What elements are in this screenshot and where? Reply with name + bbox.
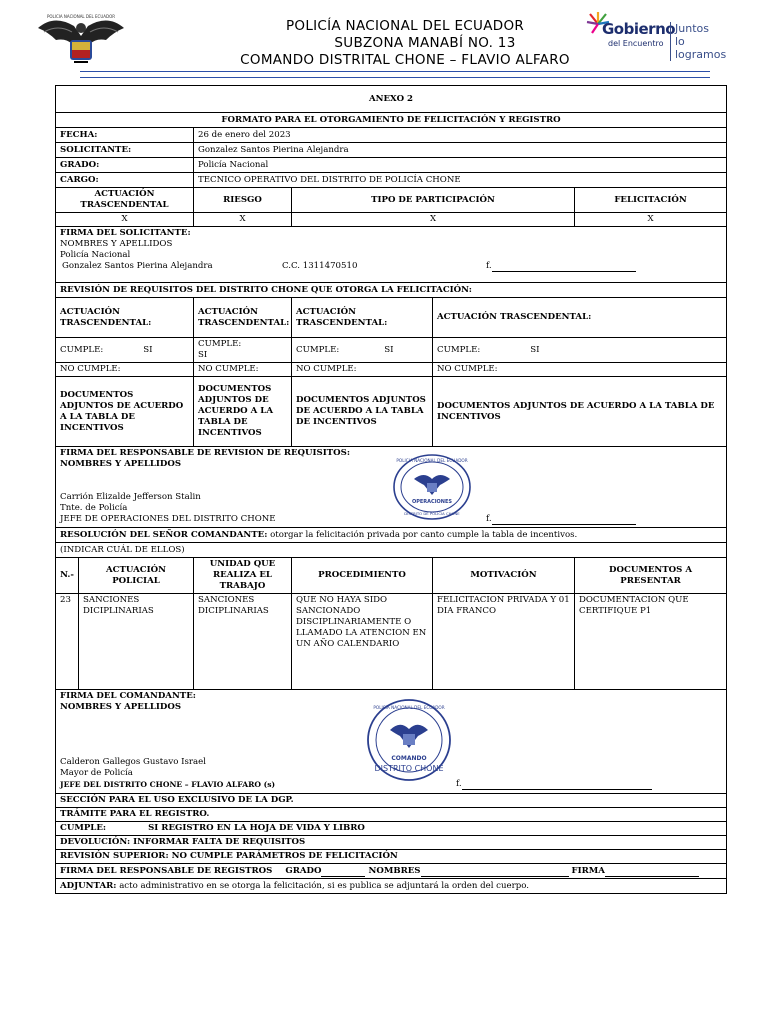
responsable-nombre: Carrión Elizalde Jefferson Stalin [60, 492, 201, 502]
res-header-n: N.- [56, 558, 79, 594]
req-header-1: ACTUACIÓN TRASCENDENTAL: [56, 298, 194, 338]
grado-label: GRADO: [56, 158, 194, 173]
seal1-top-text: POLICIA NACIONAL DEL ECUADOR [396, 458, 468, 463]
mark-actuacion: X [56, 213, 194, 227]
grado-value: Policía Nacional [194, 158, 727, 173]
res-header-actuacion: ACTUACIÓN POLICIAL [79, 558, 194, 594]
solicitante-nombre: Gonzalez Santos Pierina Alejandra [62, 261, 213, 271]
firma-responsable-label: FIRMA DEL RESPONSABLE DE REVISION DE REQUISITOS: [60, 448, 351, 458]
res-header-unidad: UNIDAD QUE REALIZA EL TRABAJO [194, 558, 292, 594]
operaciones-seal [392, 453, 472, 521]
f-label: f. [486, 261, 492, 271]
res-cell-n: 23 [56, 594, 79, 690]
devolucion-row: DEVOLUCIÓN: INFORMAR FALTA DE REQUISITOS [56, 836, 727, 850]
mark-riesgo: X [194, 213, 292, 227]
cumple-label: CUMPLE: [198, 339, 242, 349]
si-value: SI [384, 344, 394, 355]
no-cumple-1: NO CUMPLE: [56, 363, 194, 377]
revision-title: REVISIÓN DE REQUISITOS DEL DISTRITO CHONE QUE OTORGA LA FELICITACIÓN: [56, 283, 727, 298]
cumple-cell-1 [56, 338, 194, 363]
comandante-firma [456, 779, 652, 790]
res-cell-unidad: SANCIONES DICIPLINARIAS [194, 594, 292, 690]
cargo-value: TECNICO OPERATIVO DEL DISTRITO DE POLICÍA CHONE [194, 173, 727, 188]
firma-comandante-block [56, 690, 727, 794]
nombres-label: NOMBRES Y APELLIDOS [60, 702, 182, 712]
anexo-title: ANEXO 2 [56, 86, 727, 113]
seccion-dgp: SECCIÓN PARA EL USO EXCLUSIVO DE LA DGP. [56, 794, 727, 808]
docs-2: DOCUMENTOS ADJUNTOS DE ACUERDO A LA TABLA DE INCENTIVOS [194, 377, 292, 447]
responsable-grado: Tnte. de Policía [60, 503, 128, 513]
fecha-value: 26 de enero del 2023 [194, 128, 727, 143]
no-cumple-3: NO CUMPLE: [292, 363, 433, 377]
police-eagle-logo [34, 10, 128, 70]
nombres-label: NOMBRES Y APELLIDOS [60, 459, 182, 469]
solicitante-value: Gonzalez Santos Pierina Alejandra [194, 143, 727, 158]
si-value: SI [530, 344, 540, 355]
col-tipo-participacion: TIPO DE PARTICIPACIÓN [292, 188, 575, 213]
cumple-label: CUMPLE: [437, 344, 481, 355]
header-rule [80, 71, 710, 72]
docs-3: DOCUMENTOS ADJUNTOS DE ACUERDO A LA TABLA DE INCENTIVOS [292, 377, 433, 447]
resolucion-row [56, 528, 727, 543]
firma-registros-label: FIRMA DEL RESPONSABLE DE REGISTROS [60, 865, 273, 876]
solicitante-sign-line [60, 261, 722, 273]
res-cell-actuacion: SANCIONES DICIPLINARIAS [79, 594, 194, 690]
solicitante-label: SOLICITANTE: [56, 143, 194, 158]
resolucion-label: RESOLUCIÓN DEL SEÑOR COMANDANTE: [60, 529, 268, 540]
cumple-registro-row [56, 822, 727, 836]
firma-solicitante-label: FIRMA DEL SOLICITANTE: [60, 228, 191, 238]
f-label: f. [456, 779, 462, 789]
comandante-cargo: JEFE DEL DISTRITO CHONE – FLAVIO ALFARO (s) [60, 780, 276, 789]
solicitante-grado: Policía Nacional [60, 250, 131, 260]
indicar-cual: (INDICAR CUÁL DE ELLOS) [56, 543, 727, 558]
revision-superior-row: REVISIÓN SUPERIOR: NO CUMPLE PARÁMETROS DE FELICITACIÓN [56, 850, 727, 864]
firma-solicitante-block [56, 227, 727, 283]
adjuntar-text: acto administrativo en se otorga la felicitación, si es publica se adjuntará la orden del cuerpo. [119, 880, 529, 891]
req-header-3: ACTUACIÓN TRASCENDENTAL: [292, 298, 433, 338]
header-rule-thin [80, 77, 710, 78]
si-value: SI [143, 344, 153, 355]
juntos-line-2: lo logramos [675, 35, 727, 61]
col-felicitacion: FELICITACIÓN [575, 188, 727, 213]
req-header-4: ACTUACIÓN TRASCENDENTAL: [433, 298, 727, 338]
responsable-firma [486, 514, 636, 525]
adjuntar-label: ADJUNTAR: [60, 880, 117, 891]
cumple-cell-2 [194, 338, 292, 363]
seal2-bottom-text: DISTRITO CHONE [374, 764, 444, 773]
seal2-top-text: POLICIA NACIONAL DEL ECUADOR [373, 705, 445, 710]
comandante-grado: Mayor de Policía [60, 768, 133, 778]
fecha-label: FECHA: [56, 128, 194, 143]
firma-blank-label: FIRMA [571, 865, 605, 876]
cumple-label: CUMPLE: [60, 344, 104, 355]
res-cell-procedimiento: QUE NO HAYA SIDO SANCIONADO DISCIPLINARIAMENTE O LLAMADO LA ATENCION EN UN AÑO CALENDARIO [292, 594, 433, 690]
cumple-cell-4 [433, 338, 727, 363]
solicitante-firma [486, 261, 636, 272]
cumple-cell-3 [292, 338, 433, 363]
cumple-registro-label: CUMPLE: [60, 823, 107, 833]
docs-1: DOCUMENTOS ADJUNTOS DE ACUERDO A LA TABLA DE INCENTIVOS [56, 377, 194, 447]
f-label: f. [486, 514, 492, 524]
tramite-registro: TRÁMITE PARA EL REGISTRO. [56, 808, 727, 822]
gobierno-sub: del Encuentro [608, 39, 664, 48]
header-line-3: COMANDO DISTRITAL CHONE – FLAVIO ALFARO [240, 52, 570, 68]
comandante-nombre: Calderon Gallegos Gustavo Israel [60, 757, 206, 767]
responsable-cargo: JEFE DE OPERACIONES DEL DISTRITO CHONE [60, 514, 276, 524]
col-riesgo: RIESGO [194, 188, 292, 213]
grado-blank-label: GRADO [285, 865, 322, 876]
mark-tipo: X [292, 213, 575, 227]
adjuntar-row [56, 879, 727, 894]
res-header-documentos: DOCUMENTOS A PRESENTAR [575, 558, 727, 594]
req-header-2: ACTUACIÓN TRASCENDENTAL: [194, 298, 292, 338]
cargo-label: CARGO: [56, 173, 194, 188]
col-actuacion: ACTUACIÓN TRASCENDENTAL [56, 188, 194, 213]
gobierno-logo [586, 10, 736, 60]
firma-responsable-block [56, 447, 727, 528]
form-table [55, 85, 727, 894]
si-value: SI [198, 350, 208, 360]
nombres-label: NOMBRES Y APELLIDOS [60, 239, 173, 249]
header-line-2: SUBZONA MANABÍ NO. 13 [334, 35, 516, 51]
gobierno-main: Gobierno [602, 20, 676, 38]
juntos-slogan [670, 22, 736, 61]
felicitacion-form [55, 85, 726, 894]
header-line-1: POLICÍA NACIONAL DEL ECUADOR [285, 18, 525, 34]
firma-registros-row [56, 864, 727, 879]
res-cell-motivacion: FELICITACION PRIVADA Y 01 DIA FRANCO [433, 594, 575, 690]
juntos-line-1: Juntos [675, 22, 709, 35]
comando-seal [366, 698, 452, 782]
cumple-registro-value: SI REGISTRO EN LA HOJA DE VIDA Y LIBRO [148, 823, 365, 833]
docs-4: DOCUMENTOS ADJUNTOS DE ACUERDO A LA TABLA DE INCENTIVOS [433, 377, 727, 447]
seal2-mid-text: COMANDO [391, 755, 427, 762]
seal1-mid-text: OPERACIONES [411, 499, 453, 505]
no-cumple-4: NO CUMPLE: [433, 363, 727, 377]
res-cell-documentos: DOCUMENTACION QUE CERTIFIQUE P1 [575, 594, 727, 690]
page-header [0, 0, 768, 85]
eagle-logo-text: POLICIA NACIONAL DEL ECUADOR [46, 14, 116, 19]
res-header-procedimiento: PROCEDIMIENTO [292, 558, 433, 594]
res-header-motivacion: MOTIVACIÓN [433, 558, 575, 594]
nombres-blank-label: NOMBRES [368, 865, 421, 876]
resolucion-text: otorgar la felicitación privada por canto cumple la tabla de incentivos. [270, 529, 578, 540]
solicitante-cc: C.C. 1311470510 [282, 261, 358, 271]
no-cumple-2: NO CUMPLE: [194, 363, 292, 377]
header-titles [225, 18, 585, 69]
seal1-bottom-text: DISTRITO DE POLICIA CHONE [404, 511, 460, 516]
form-title: FORMATO PARA EL OTORGAMIENTO DE FELICITACIÓN Y REGISTRO [56, 113, 727, 128]
mark-felicitacion: X [575, 213, 727, 227]
firma-comandante-label: FIRMA DEL COMANDANTE: [60, 691, 196, 701]
cumple-label: CUMPLE: [296, 344, 340, 355]
